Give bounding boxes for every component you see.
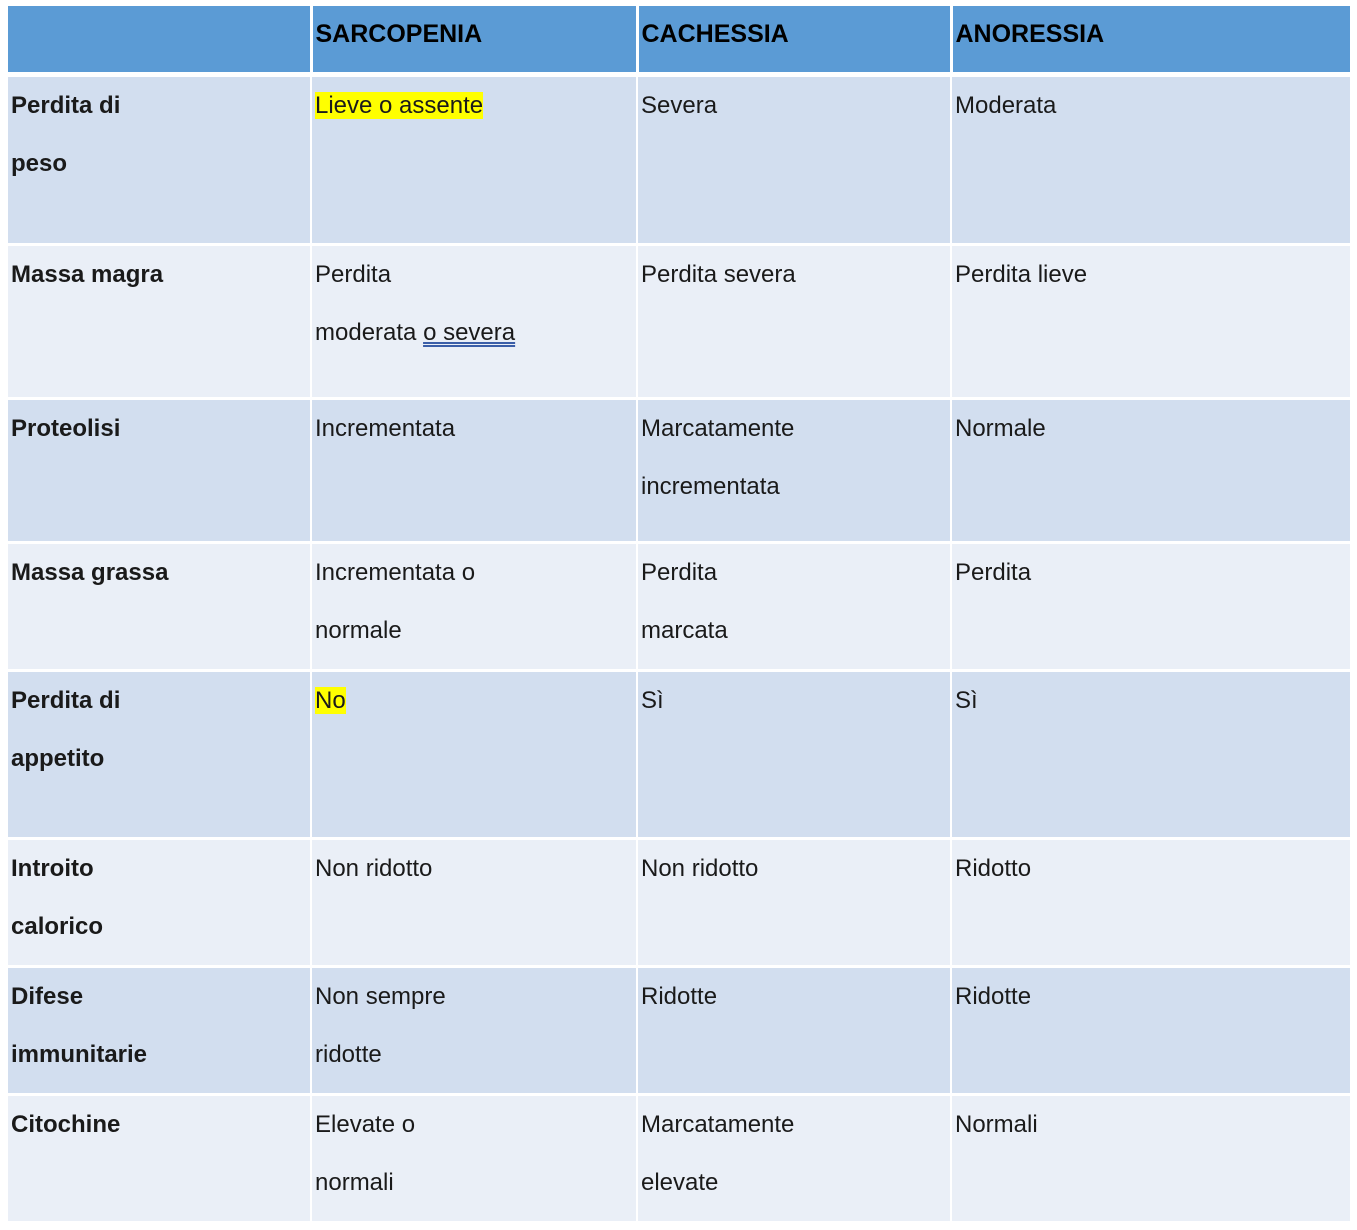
cell-anoressia [951,1095,1350,1221]
cell-cachessia [637,839,951,967]
cell-text-line [315,304,633,362]
cell-text: Normali [955,1111,1038,1138]
cell-text: Marcatamente [641,1111,795,1138]
cell-cachessia [637,967,951,1095]
table-row [8,245,1350,399]
cell-cachessia [637,1095,951,1221]
header-empty-cell [8,6,311,75]
cell-text: Perdita lieve [955,261,1088,288]
underlined-text: o severa [423,319,516,346]
cell-sarcopenia [311,75,637,245]
table-row [8,967,1350,1095]
cell-sarcopenia [311,399,637,543]
cell-text: elevate [641,1169,719,1196]
highlighted-text: Lieve o assente [315,92,484,119]
cell-text: normali [315,1169,394,1196]
row-label [8,839,311,967]
cell-text: Ridotte [955,983,1032,1010]
row-label [8,75,311,245]
cell-text: Normale [955,415,1046,442]
cell-anoressia [951,245,1350,399]
cell-text: Sì [641,687,664,714]
cell-text: incrementata [641,473,780,500]
cell-sarcopenia [311,543,637,671]
cell-text: normale [315,617,402,644]
row-label-line: calorico [11,913,104,940]
row-label-line: Massa grassa [11,559,169,586]
row-label-line: Perdita di [11,92,121,119]
cell-sarcopenia [311,245,637,399]
header-sarcopenia: SARCOPENIA [311,6,637,75]
row-label-line: Citochine [11,1111,121,1138]
table-row [8,671,1350,839]
cell-text: Non ridotto [641,855,759,882]
cell-anoressia [951,399,1350,543]
cell-text: Ridotto [955,855,1032,882]
cell-text: Non sempre [315,983,446,1010]
table-row [8,1095,1350,1221]
cell-text: Perdita [955,559,1032,586]
row-label [8,1095,311,1221]
cell-text: Ridotte [641,983,718,1010]
cell-sarcopenia [311,1095,637,1221]
highlighted-text: No [315,687,346,714]
cell-anoressia [951,967,1350,1095]
row-label-line: appetito [11,745,105,772]
table-row [8,75,1350,245]
cell-cachessia [637,245,951,399]
cell-text: Incrementata o [315,559,476,586]
cell-text: Perdita severa [641,261,796,288]
row-label-line: Proteolisi [11,415,121,442]
row-label [8,543,311,671]
cell-cachessia [637,75,951,245]
row-label-line: immunitarie [11,1041,148,1068]
cell-sarcopenia [311,839,637,967]
cell-cachessia [637,543,951,671]
table-row [8,839,1350,967]
cell-text: Severa [641,92,718,119]
row-label-line: Perdita di [11,687,121,714]
comparison-table-container [8,6,1350,1221]
cell-text: moderata [315,319,417,346]
header-cachessia: CACHESSIA [637,6,951,75]
cell-anoressia [951,839,1350,967]
cell-text: Non ridotto [315,855,433,882]
cell-text: Perdita [641,559,718,586]
row-label [8,399,311,543]
cell-text: Incrementata [315,415,456,442]
cell-text: Perdita [315,261,392,288]
row-label-line: Massa magra [11,261,164,288]
comparison-table [8,6,1350,1221]
header-row [8,6,1350,75]
row-label [8,671,311,839]
cell-sarcopenia [311,671,637,839]
cell-text: Moderata [955,92,1057,119]
row-label [8,967,311,1095]
row-label-line: peso [11,150,68,177]
cell-text: marcata [641,617,728,644]
cell-sarcopenia [311,967,637,1095]
cell-text: Marcatamente [641,415,795,442]
row-label [8,245,311,399]
header-anoressia: ANORESSIA [951,6,1350,75]
cell-anoressia [951,75,1350,245]
cell-text: Sì [955,687,978,714]
row-label-line: Introito [11,855,94,882]
cell-text: ridotte [315,1041,382,1068]
cell-text: Elevate o [315,1111,416,1138]
table-row [8,399,1350,543]
table-row [8,543,1350,671]
cell-anoressia [951,671,1350,839]
cell-anoressia [951,543,1350,671]
cell-cachessia [637,399,951,543]
cell-cachessia [637,671,951,839]
row-label-line: Difese [11,983,84,1010]
